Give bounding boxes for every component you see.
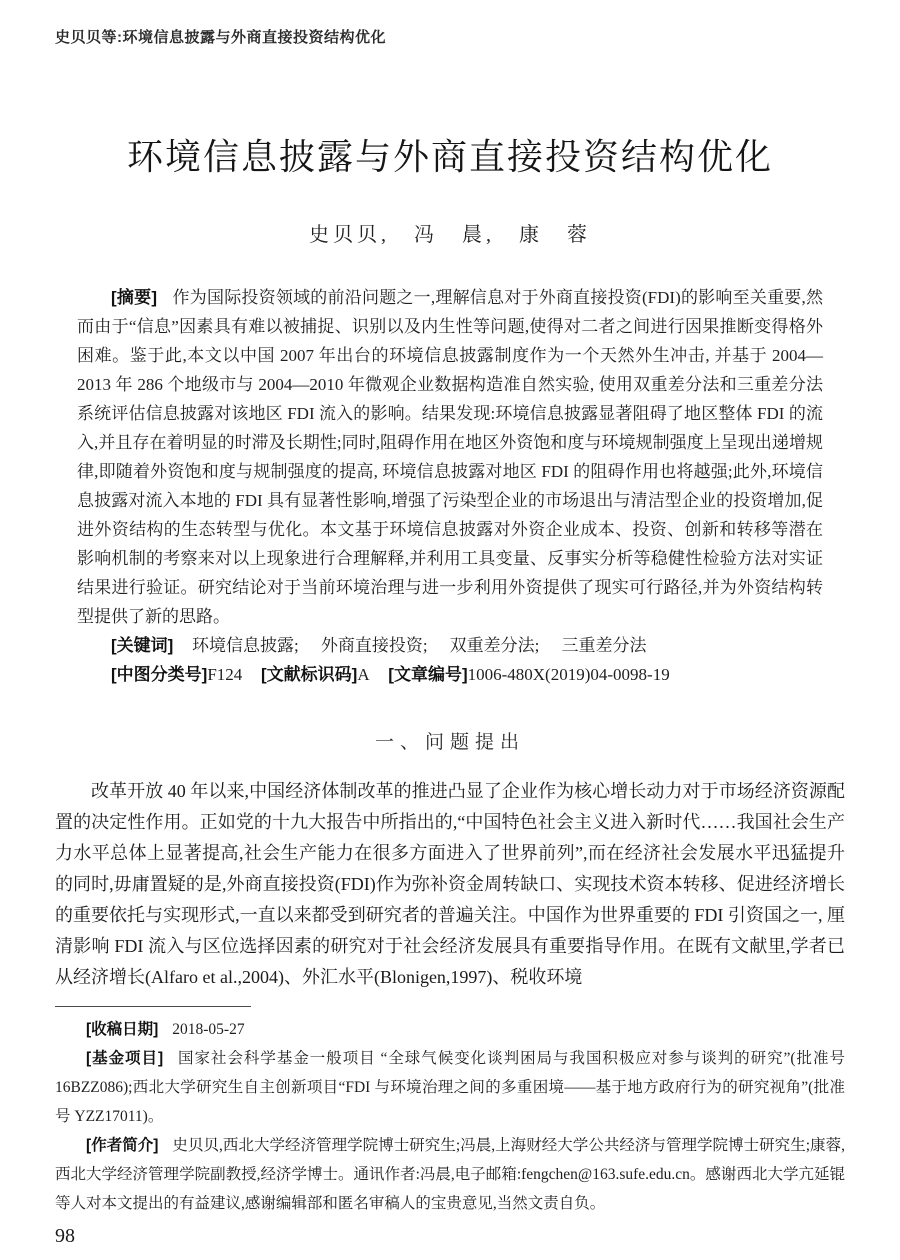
- article-title: 环境信息披露与外商直接投资结构优化: [126, 137, 773, 177]
- article-id-value: 1006-480X(2019)04-0098-19: [467, 665, 670, 684]
- running-header: 史贝贝等:环境信息披露与外商直接投资结构优化: [55, 29, 386, 46]
- received-date-value: 2018-05-27: [172, 1021, 245, 1038]
- abstract-text: 作为国际投资领域的前沿问题之一,理解信息对于外商直接投资(FDI)的影响至关重要,然而由于“信息”因素具有难以被捕捉、识别以及内生性等问题,使得对二者之间进行因果推断变得格外困难。鉴于此,本文以中国 2007 年出台的环境信息披露制度作为一个天然外生冲击, 并基于 2004—2013 年 286 个地级市与 2004—2010 年微观企业数据构造准自然实验, 使用双重差分法和三重差分法系统评估信息披露对该地区 FDI 流入的影响。结果发现:环境信息披露显著阻碍了地区整体 FDI 的流入,并且存在着明显的时滞及长期性;同时,阻碍作用在地区外资饱和度与环境规制强度上呈现出递增规律,即随着外资饱和度与规制强度的提高, 环境信息披露对地区 FDI 的阻碍作用也将越强;此外,环境信息披露对流入本地的 FDI 具有显著性影响,增强了污染型企业的市场退出与清洁型企业的投资增加,促进外资结构的生态转型与优化。本文基于环境信息披露对外资企业成本、投资、创新和转移等潜在影响机制的考察来对以上现象进行合理解释,并利用工具变量、反事实分析等稳健性检验方法对实证结果进行验证。研究结论对于当前环境治理与进一步利用外资提供了现实可行路径,并为外资结构转型提供了新的思路。: [77, 288, 823, 626]
- keyword-item: 环境信息披露;: [192, 636, 299, 655]
- page-number: 98: [55, 1225, 75, 1247]
- document-code: [261, 665, 370, 684]
- classification-line: [77, 660, 823, 689]
- article-id: [388, 665, 669, 684]
- funding-label: [基金项目]: [86, 1050, 164, 1067]
- footnote-funding: [55, 1044, 845, 1131]
- clc-value: F124: [207, 665, 243, 684]
- abstract-block: [55, 283, 845, 689]
- abstract-paragraph: [77, 283, 823, 631]
- footnotes-block: [55, 1015, 845, 1218]
- funding-text: 国家社会科学基金一般项目 “全球气候变化谈判困局与我国积极应对参与谈判的研究”(批准号 16BZZ086);西北大学研究生自主创新项目“FDI 与环境治理之间的多重困境——基于地方政府行为的研究视角”(批准号 YZZ17011)。: [55, 1050, 845, 1125]
- clc-number: [111, 665, 242, 684]
- keyword-item: 双重差分法;: [449, 636, 540, 655]
- keywords-label: [关键词]: [111, 636, 174, 655]
- footnote-author-bio: [55, 1131, 845, 1218]
- section-heading: 一、问题提出: [374, 732, 525, 753]
- keyword-item: 三重差分法: [561, 636, 647, 655]
- body-paragraph: 改革开放 40 年以来,中国经济体制改革的推进凸显了企业作为核心增长动力对于市场经济资源配置的决定性作用。正如党的十九大报告中所指出的,“中国特色社会主义进入新时代……我国社会生产力水平总体上显著提高,社会生产能力在很多方面进入了世界前列”,而在经济社会发展水平迅猛提升的同时,毋庸置疑的是,外商直接投资(FDI)作为弥补资金周转缺口、实现技术资本转移、促进经济增长的重要依托与实现形式,一直以来都受到研究者的普遍关注。中国作为世界重要的 FDI 引资国之一, 厘清影响 FDI 流入与区位选择因素的研究对于社会经济发展具有重要指导作用。在既有文献里,学者已从经济增长(Alfaro et al.,2004)、外汇水平(Blonigen,1997)、税收环境: [55, 781, 845, 987]
- document-code-label: [文献标识码]: [260, 665, 358, 684]
- author-bio-label: [作者简介]: [86, 1137, 159, 1154]
- document-code-value: A: [357, 665, 370, 684]
- footnote-separator: [55, 1006, 251, 1007]
- received-date-label: [收稿日期]: [86, 1021, 159, 1038]
- keywords-line: [77, 631, 823, 660]
- clc-label: [中图分类号]: [111, 665, 208, 684]
- author-bio-text: 史贝贝,西北大学经济管理学院博士研究生;冯晨,上海财经大学公共经济与管理学院博士研究生;康蓉,西北大学经济管理学院副教授,经济学博士。通讯作者:冯晨,电子邮箱:fengchen@163.sufe.edu.cn。感谢西北大学亢延锟等人对本文提出的有益建议,感谢编辑部和匿名审稿人的宝贵意见,当然文责自负。: [55, 1137, 845, 1212]
- footnote-received-date: [55, 1015, 845, 1044]
- article-id-label: [文章编号]: [388, 665, 468, 684]
- authors-line: 史贝贝, 冯 晨, 康 蓉: [309, 224, 591, 246]
- abstract-label: [摘要]: [111, 288, 157, 307]
- keyword-item: 外商直接投资;: [320, 636, 428, 655]
